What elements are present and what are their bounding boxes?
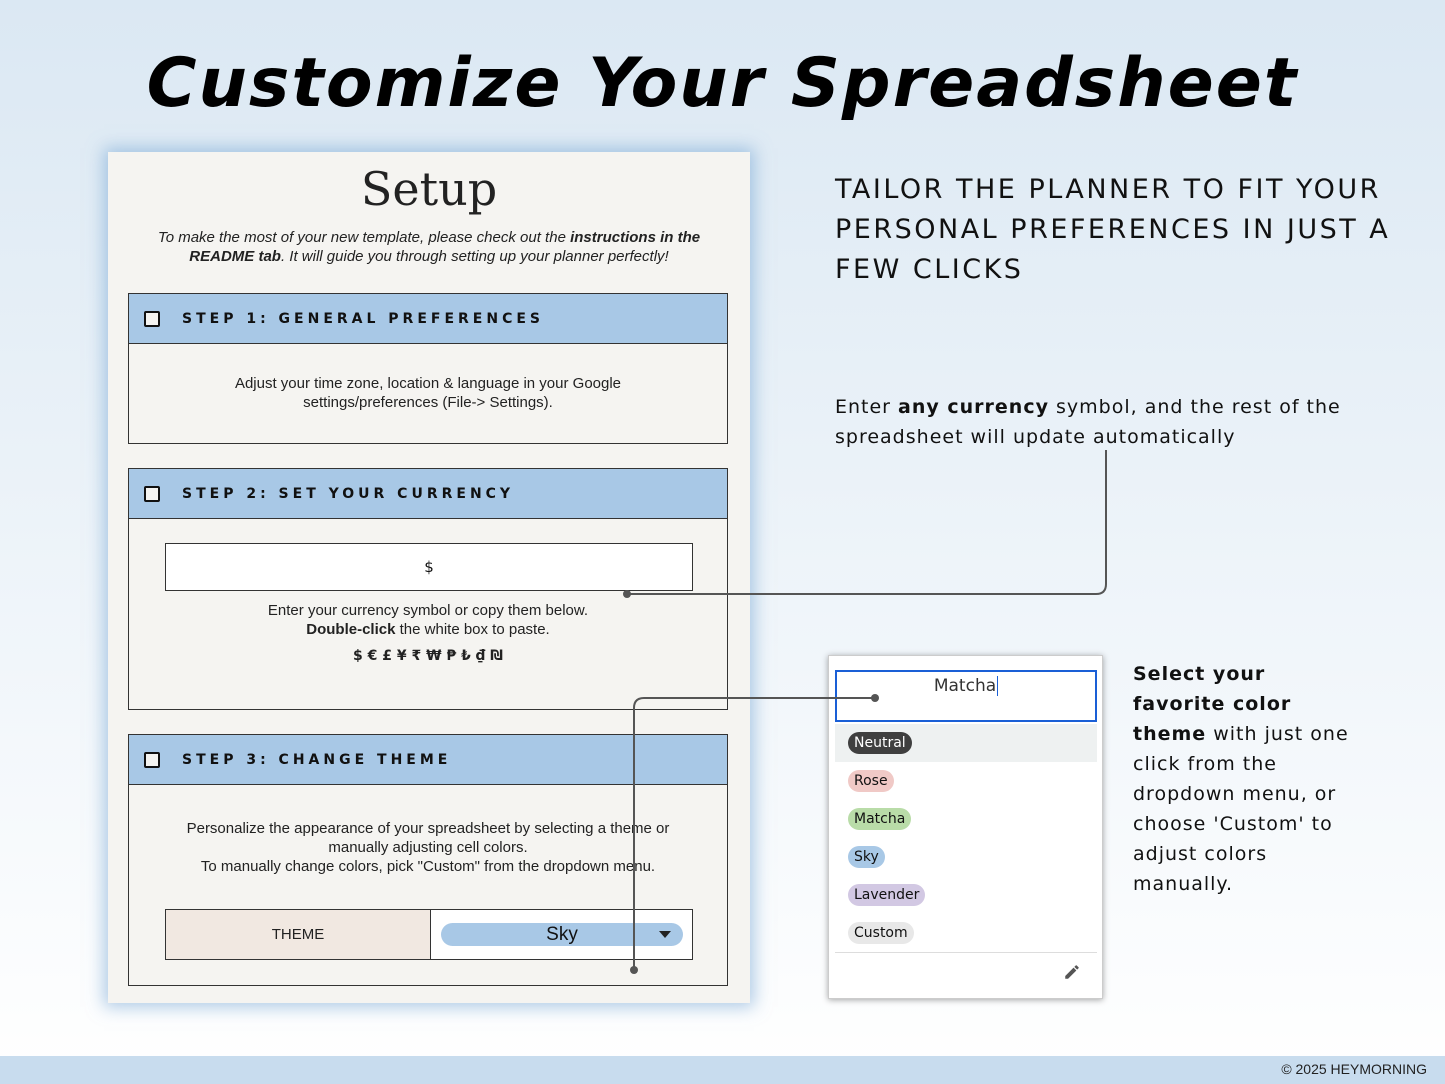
option-chip: Rose	[848, 770, 894, 792]
currency-symbols: $ € £ ¥ ₹ ₩ ₱ ₺ ₫ ₪	[353, 648, 503, 664]
currency-note-text-end: symbol, and the rest of the spreadsheet will update automatically	[835, 396, 1341, 448]
currency-note-bold: any currency	[898, 396, 1049, 418]
footer-bar	[0, 1056, 1445, 1084]
intro-text: To make the most of your new template, please check out the	[157, 229, 571, 246]
step-2-text-line1: Enter your currency symbol or copy them below.	[267, 602, 589, 619]
intro-bold: instructions in the README tab	[189, 229, 701, 265]
step-3-text-line2: manually adjusting cell colors.	[328, 839, 528, 856]
currency-connector	[627, 450, 1106, 594]
connector-dot	[871, 694, 879, 702]
dropdown-input-value: Matcha	[933, 676, 997, 696]
step-1-text-line1: Adjust your time zone, location & language in your Google	[234, 375, 622, 392]
connector-dot	[630, 966, 638, 974]
option-chip: Sky	[848, 846, 885, 868]
step-3-text-line1: Personalize the appearance of your spreadsheet by selecting a theme or	[186, 820, 670, 837]
copyright: © 2025 HEYMORNING	[1281, 1061, 1427, 1077]
connector-dot	[623, 590, 631, 598]
theme-note-text: with just one click from the dropdown menu, or choose 'Custom' to adjust colors manually.	[1133, 723, 1349, 895]
tailor-heading: TAILOR THE PLANNER TO FIT YOUR PERSONAL PREFERENCES IN JUST A FEW CLICKS	[835, 174, 1391, 285]
theme-label: THEME	[166, 910, 431, 959]
step-1-text-line2: settings/preferences (File-> Settings).	[303, 394, 553, 411]
theme-connector	[634, 698, 875, 970]
step-2-text-tail: the white box to paste.	[395, 621, 550, 638]
currency-value: $	[424, 558, 434, 576]
option-chip: Custom	[848, 922, 914, 944]
theme-note-bold: Select your favorite color theme	[1133, 663, 1292, 745]
intro-text-end: . It will guide you through setting up your planner perfectly!	[280, 248, 669, 265]
option-chip: Lavender	[848, 884, 925, 906]
sheet-title: Setup	[360, 162, 498, 216]
step-3-label: STEP 3: CHANGE THEME	[182, 751, 452, 768]
step-2-bold: Double-click	[306, 621, 396, 638]
step-2-label: STEP 2: SET YOUR CURRENCY	[182, 485, 515, 502]
step-3-text-line3: To manually change colors, pick "Custom" from the dropdown menu.	[200, 858, 656, 875]
currency-note-text: Enter	[835, 396, 899, 418]
main-title: Customize Your Spreadsheet	[146, 44, 1299, 123]
option-chip: Matcha	[848, 808, 911, 830]
theme-value: Sky	[546, 924, 578, 945]
option-chip: Neutral	[848, 732, 912, 754]
step-1-label: STEP 1: GENERAL PREFERENCES	[182, 310, 545, 327]
